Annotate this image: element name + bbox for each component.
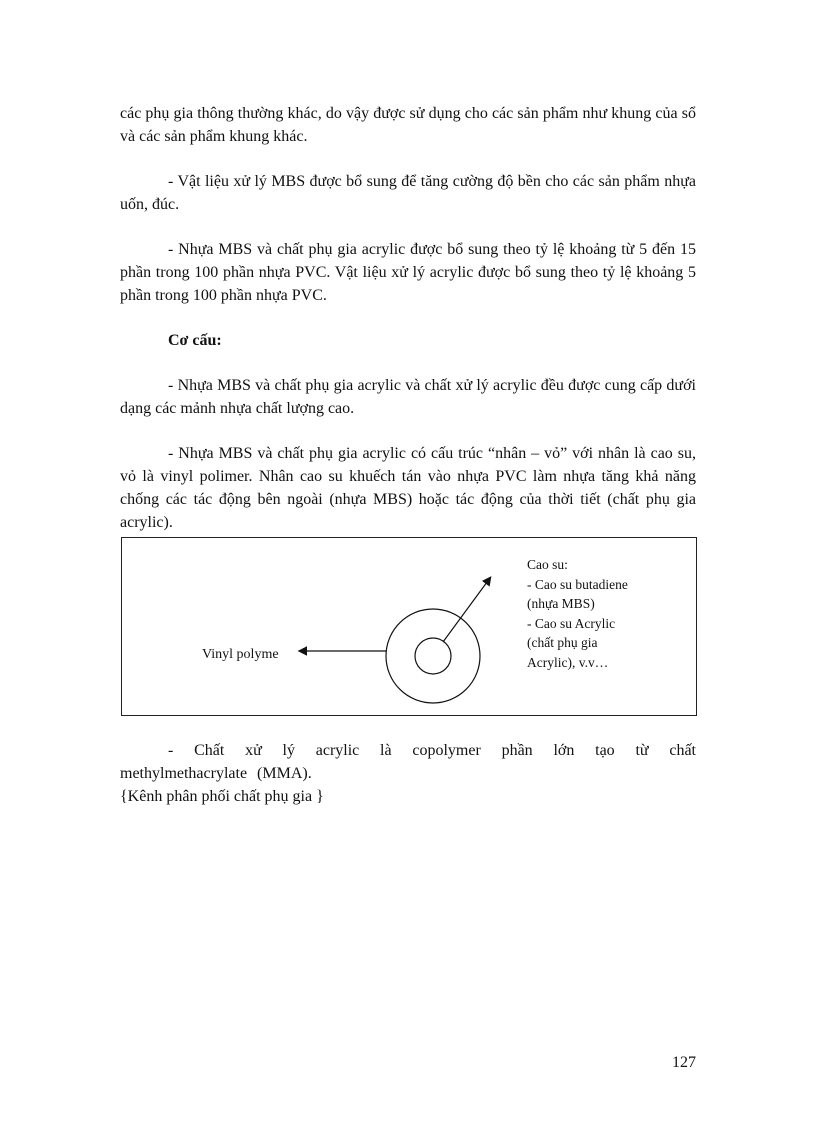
channel-note: {Kênh phân phối chất phụ gia } xyxy=(120,788,324,805)
core-label-line: - Cao su Acrylic xyxy=(527,615,616,631)
document-body xyxy=(120,102,696,556)
core-label-line: (nhựa MBS) xyxy=(527,596,595,611)
paragraph-mbs-material: - Vật liệu xử lý MBS được bổ sung để tăng cường độ bền cho các sản phẩm nhựa uốn, đúc. xyxy=(120,173,696,213)
section-heading-structure: Cơ cấu: xyxy=(168,332,222,349)
page-number: 127 xyxy=(672,1054,696,1071)
paragraph-supply-form: - Nhựa MBS và chất phụ gia acrylic và chất xử lý acrylic đều được cung cấp dưới dạng các mảnh nhựa chất lượng cao. xyxy=(120,377,696,417)
paragraph-ratio: - Nhựa MBS và chất phụ gia acrylic được bổ sung theo tỷ lệ khoảng từ 5 đến 15 phần trong 100 phần nhựa PVC. Vật liệu xử lý acrylic được bổ sung theo tỷ lệ khoảng 5 phần trong 100 phần nhựa PVC. xyxy=(120,241,696,304)
core-label xyxy=(527,555,687,672)
core-label-line: (chất phụ gia xyxy=(527,635,598,650)
shell-circle xyxy=(386,609,480,703)
core-label-line: Acrylic), v.v… xyxy=(527,654,609,670)
paragraph-core-shell: - Nhựa MBS và chất phụ gia acrylic có cấu trúc “nhân – vỏ” với nhân là cao su, vỏ là vinyl polimer. Nhân cao su khuếch tán vào nhựa PVC làm nhựa tăng khả năng chống các tác động bên ngoài (nhựa MBS) hoặc tác động của thời tiết (chất phụ gia acrylic). xyxy=(120,445,696,531)
core-arrow xyxy=(443,578,490,642)
shell-label: Vinyl polyme xyxy=(202,647,279,662)
paragraph-additives-usage: các phụ gia thông thường khác, do vậy được sử dụng cho các sản phẩm như khung của sổ và các sản phẩm khung khác. xyxy=(120,105,696,145)
paragraph-acrylic-copolymer: - Chất xử lý acrylic là copolymer phần lớn tạo từ chất methylmethacrylate (MMA). xyxy=(120,742,696,782)
core-shell-diagram xyxy=(121,537,697,716)
document-body-continued xyxy=(120,739,696,808)
core-circle xyxy=(415,638,451,674)
core-label-line: - Cao su butadiene xyxy=(527,576,628,592)
core-label-line: Cao su: xyxy=(527,557,568,572)
